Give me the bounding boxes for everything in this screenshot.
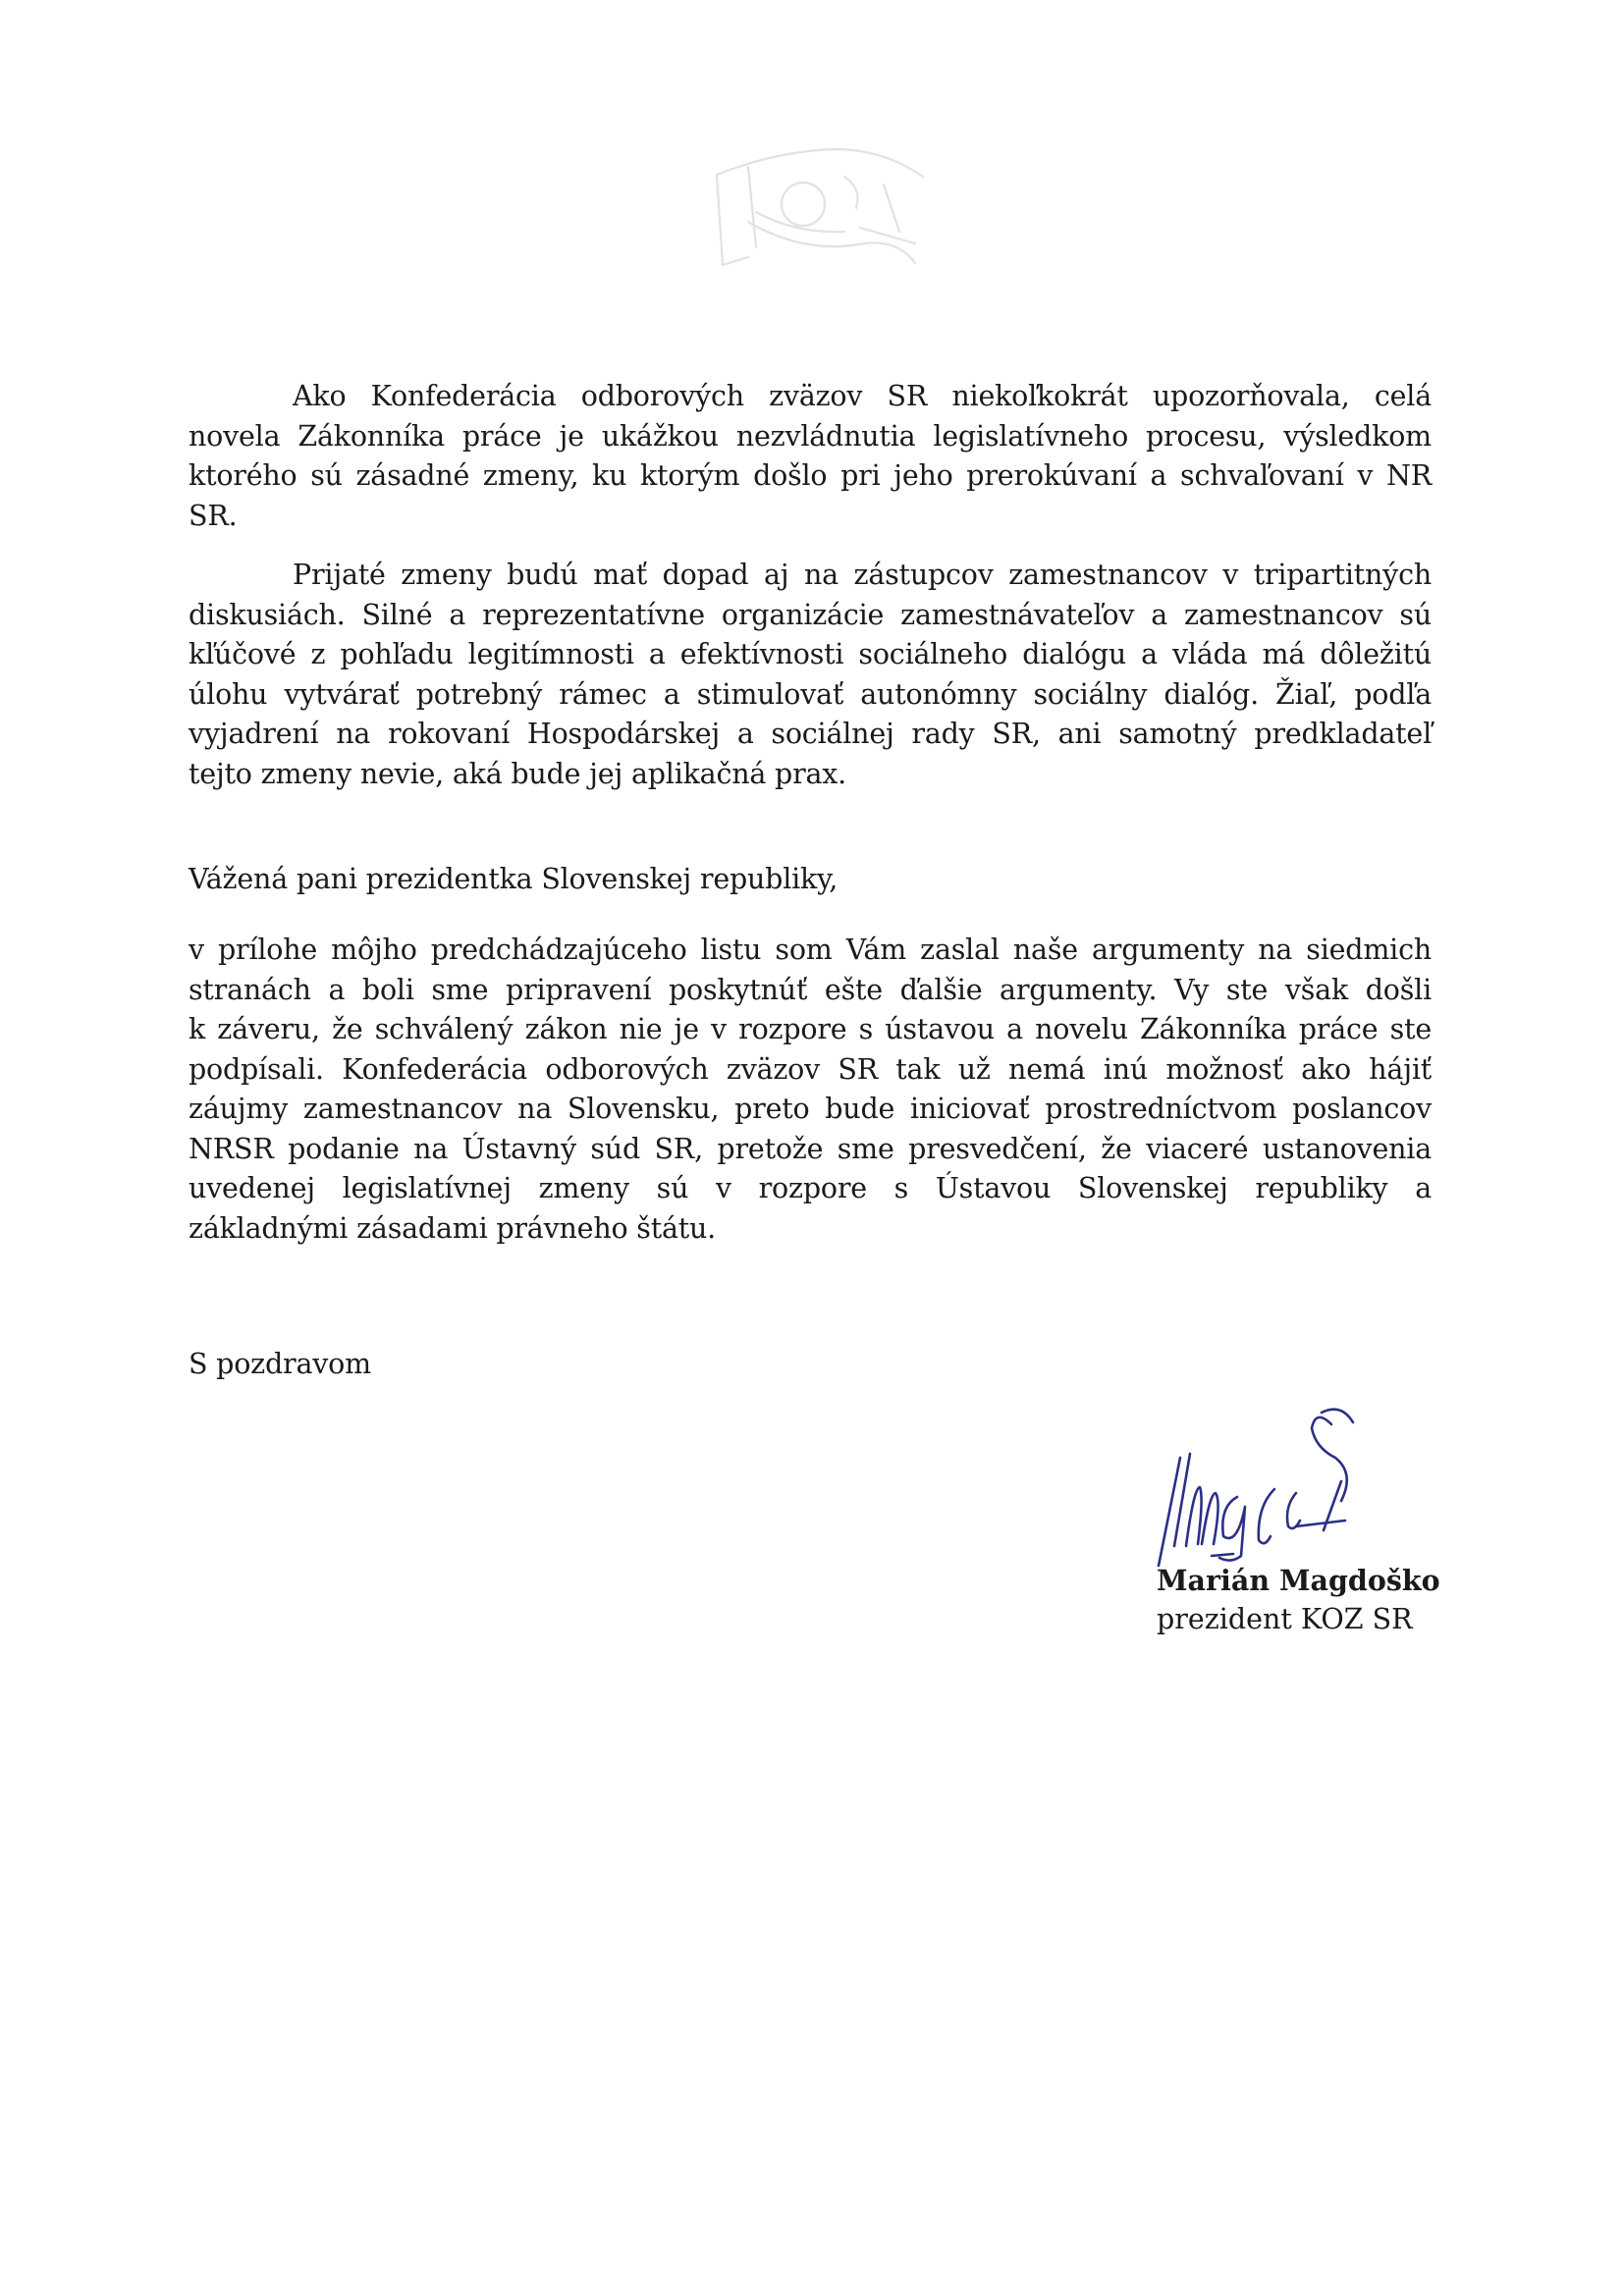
paragraph-2	[189, 556, 1432, 794]
text-line: stranách a boli sme pripravení poskytnúť ešte ďalšie argumenty. Vy ste však došli	[189, 973, 1432, 1006]
closing-phrase: S pozdravom	[189, 1348, 371, 1380]
text-line: vyjadrení na rokovaní Hospodárskej a sociálnej rady SR, ani samotný predkladateľ	[189, 718, 1432, 750]
text-line: Prijaté zmeny budú mať dopad aj na zástupcov zamestnancov v tripartitných	[293, 559, 1432, 591]
text-line: úlohu vytvárať potrebný rámec a stimulovať autonómny sociálny dialóg. Žiaľ, podľa	[189, 677, 1432, 711]
signer-title: prezident KOZ SR	[1157, 1603, 1413, 1635]
koz-embossed-logo-icon	[687, 137, 928, 270]
text-line: záujmy zamestnancov na Slovensku, preto bude iniciovať prostredníctvom poslancov	[189, 1093, 1432, 1125]
text-line: kľúčové z pohľadu legitímnosti a efektívnosti sociálneho dialógu a vláda má dôležitú	[189, 638, 1432, 670]
text-line: k záveru, že schválený zákon nie je v rozpore s ústavou a novelu Zákonníka práce ste	[189, 1013, 1432, 1045]
text-line: tejto zmeny nevie, aká bude jej aplikačná prax.	[189, 757, 847, 790]
text-line: NRSR podanie na Ústavný súd SR, pretože sme presvedčení, že viaceré ustanovenia	[189, 1132, 1432, 1165]
handwritten-signature-icon	[1149, 1399, 1404, 1575]
text-line: základnými zásadami právneho štátu.	[189, 1211, 717, 1245]
paragraph-3	[189, 931, 1432, 1249]
text-line: v prílohe môjho predchádzajúceho listu som Vám zaslal naše argumenty na siedmich	[189, 934, 1432, 966]
text-line: SR.	[189, 499, 238, 532]
text-line: novela Zákonníka práce je ukážkou nezvládnutia legislatívneho procesu, výsledkom	[189, 419, 1432, 453]
signer-block	[1157, 1561, 1440, 1639]
text-line: diskusiách. Silné a reprezentatívne organizácie zamestnávateľov a zamestnancov sú	[189, 598, 1432, 631]
text-line: ktorého sú zásadné zmeny, ku ktorým došlo pri jeho prerokúvaní a schvaľovaní v NR	[189, 459, 1432, 492]
salutation: Vážená pani prezidentka Slovenskej republiky,	[189, 863, 839, 895]
text-line: Ako Konfederácia odborových zväzov SR niekoľkokrát upozorňovala, celá	[293, 380, 1432, 412]
text-line: podpísali. Konfederácia odborových zväzov SR tak už nemá inú možnosť ako hájiť	[189, 1052, 1432, 1086]
signer-name: Marián Magdoško	[1157, 1564, 1440, 1597]
paragraph-1	[189, 377, 1432, 536]
text-line: uvedenej legislatívnej zmeny sú v rozpore s Ústavou Slovenskej republiky a	[189, 1172, 1432, 1204]
